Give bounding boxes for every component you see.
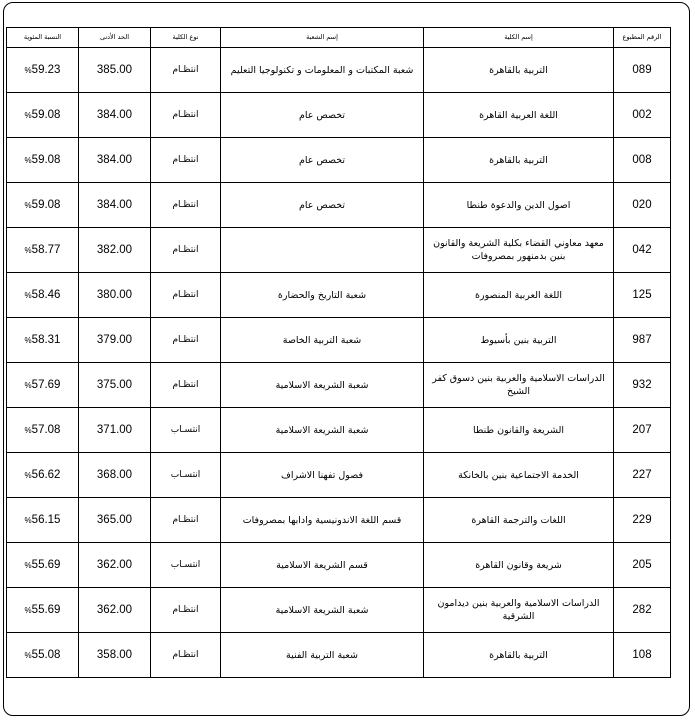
min-score-cell: 362.00 [79, 543, 151, 588]
percentage-value: 57.69 [31, 379, 61, 391]
branch-cell: قسم الشريعة الاسلامية [221, 543, 424, 588]
percentage-value: 58.46 [31, 289, 61, 301]
percentage-value: 57.08 [31, 424, 61, 436]
code-cell: 229 [614, 498, 671, 543]
min-score-cell: 375.00 [79, 363, 151, 408]
branch-cell: شعبة التاريخ والحضارة [221, 273, 424, 318]
percentage-cell [7, 318, 79, 363]
percent-sign: % [24, 516, 32, 525]
type-cell: انتسـاب [151, 543, 221, 588]
percentage-cell [7, 48, 79, 93]
min-score-cell: 380.00 [79, 273, 151, 318]
college-cell: اللغة العربية القاهرة [424, 93, 614, 138]
min-score-cell: 362.00 [79, 588, 151, 633]
min-score-cell: 379.00 [79, 318, 151, 363]
branch-cell: قسم اللغة الاندونيسية وادابها بمصروفات [221, 498, 424, 543]
percentage-value: 55.69 [31, 559, 61, 571]
code-cell: 108 [614, 633, 671, 678]
percentage-cell [7, 588, 79, 633]
header-pct: النسبة المئوية [7, 28, 79, 48]
branch-cell: شعبة الشريعة الاسلامية [221, 408, 424, 453]
code-cell: 205 [614, 543, 671, 588]
type-cell: انتظـام [151, 93, 221, 138]
code-cell: 207 [614, 408, 671, 453]
table-header-row [7, 28, 671, 48]
percent-sign: % [24, 606, 32, 615]
table-row [7, 273, 671, 318]
college-cell: اصول الدين والدعوة طنطا [424, 183, 614, 228]
percent-sign: % [24, 381, 32, 390]
percentage-cell [7, 453, 79, 498]
table-row [7, 138, 671, 183]
min-score-cell: 358.00 [79, 633, 151, 678]
branch-cell: شعبة التربية الفنية [221, 633, 424, 678]
min-score-cell: 382.00 [79, 228, 151, 273]
table-row [7, 183, 671, 228]
type-cell: انتظـام [151, 48, 221, 93]
header-branch: إسم الشعبة [221, 28, 424, 48]
percentage-cell [7, 633, 79, 678]
percentage-cell [7, 408, 79, 453]
percentage-value: 58.31 [31, 334, 61, 346]
type-cell: انتظـام [151, 498, 221, 543]
table-row [7, 588, 671, 633]
branch-cell: تخصص عام [221, 93, 424, 138]
college-cell: التربية بنين بأسيوط [424, 318, 614, 363]
college-cell: التربية بالقاهرة [424, 633, 614, 678]
branch-cell: شعبة الشريعة الاسلامية [221, 363, 424, 408]
college-cell: الدراسات الاسلامية والعربية بنين ديدامون الشرقية [424, 588, 614, 633]
percent-sign: % [24, 111, 32, 120]
code-cell: 002 [614, 93, 671, 138]
table-row [7, 498, 671, 543]
percentage-value: 59.08 [31, 109, 61, 121]
college-cell: شريعة وقانون القاهرة [424, 543, 614, 588]
branch-cell: فصول تفهنا الاشراف [221, 453, 424, 498]
type-cell: انتظـام [151, 138, 221, 183]
percent-sign: % [24, 336, 32, 345]
table-row [7, 543, 671, 588]
min-score-cell: 385.00 [79, 48, 151, 93]
percentage-value: 55.08 [31, 649, 61, 661]
type-cell: انتظـام [151, 183, 221, 228]
percentage-cell [7, 93, 79, 138]
college-cell: التربية بالقاهرة [424, 138, 614, 183]
header-min: الحد الأدنى [79, 28, 151, 48]
branch-cell: شعبة الشريعة الاسلامية [221, 588, 424, 633]
type-cell: انتظـام [151, 588, 221, 633]
code-cell: 008 [614, 138, 671, 183]
percent-sign: % [24, 291, 32, 300]
table-row [7, 93, 671, 138]
type-cell: انتظـام [151, 363, 221, 408]
min-score-cell: 371.00 [79, 408, 151, 453]
percent-sign: % [24, 561, 32, 570]
code-cell: 987 [614, 318, 671, 363]
percentage-value: 55.69 [31, 604, 61, 616]
percentage-cell [7, 273, 79, 318]
percent-sign: % [24, 156, 32, 165]
table-row [7, 633, 671, 678]
percentage-cell [7, 498, 79, 543]
college-cell: معهد معاوني القضاء بكلية الشريعة والقانون بنين بدمنهور بمصروفات [424, 228, 614, 273]
percent-sign: % [24, 246, 32, 255]
percentage-value: 56.62 [31, 469, 61, 481]
table-row [7, 363, 671, 408]
type-cell: انتظـام [151, 318, 221, 363]
percentage-cell [7, 183, 79, 228]
code-cell: 227 [614, 453, 671, 498]
table-row [7, 453, 671, 498]
percentage-cell [7, 228, 79, 273]
min-score-cell: 384.00 [79, 93, 151, 138]
college-cell: اللغات والترجمة القاهرة [424, 498, 614, 543]
table-body [7, 48, 671, 678]
header-college: إسم الكلية [424, 28, 614, 48]
code-cell: 282 [614, 588, 671, 633]
code-cell: 020 [614, 183, 671, 228]
percentage-value: 59.23 [31, 64, 61, 76]
min-score-cell: 365.00 [79, 498, 151, 543]
college-cell: الدراسات الاسلامية والعربية بنين دسوق كفر الشيخ [424, 363, 614, 408]
type-cell: انتسـاب [151, 453, 221, 498]
code-cell: 932 [614, 363, 671, 408]
percent-sign: % [24, 651, 32, 660]
results-table [6, 27, 671, 678]
college-cell: الخدمة الاجتماعية بنين بالخانكة [424, 453, 614, 498]
code-cell: 042 [614, 228, 671, 273]
percent-sign: % [24, 426, 32, 435]
type-cell: انتظـام [151, 273, 221, 318]
college-cell: التربية بالقاهرة [424, 48, 614, 93]
branch-cell: شعبة المكتبات و المعلومات و تكنولوجيا التعليم [221, 48, 424, 93]
table-row [7, 228, 671, 273]
type-cell: انتظـام [151, 228, 221, 273]
college-cell: اللغة العربية المنصورة [424, 273, 614, 318]
header-type: نوع الكلية [151, 28, 221, 48]
type-cell: انتظـام [151, 633, 221, 678]
percentage-cell [7, 363, 79, 408]
percent-sign: % [24, 471, 32, 480]
table-row [7, 318, 671, 363]
percent-sign: % [24, 66, 32, 75]
percent-sign: % [24, 201, 32, 210]
table-row [7, 408, 671, 453]
min-score-cell: 368.00 [79, 453, 151, 498]
percentage-cell [7, 138, 79, 183]
min-score-cell: 384.00 [79, 138, 151, 183]
branch-cell: شعبة التربية الخاصة [221, 318, 424, 363]
code-cell: 089 [614, 48, 671, 93]
percentage-value: 58.77 [31, 244, 61, 256]
table-row [7, 48, 671, 93]
branch-cell: تخصص عام [221, 183, 424, 228]
percentage-value: 59.08 [31, 199, 61, 211]
min-score-cell: 384.00 [79, 183, 151, 228]
branch-cell: تخصص عام [221, 138, 424, 183]
type-cell: انتسـاب [151, 408, 221, 453]
percentage-value: 56.15 [31, 514, 61, 526]
college-cell: الشريعة والقانون طنطا [424, 408, 614, 453]
code-cell: 125 [614, 273, 671, 318]
header-code: الرقم المطبوع [614, 28, 671, 48]
percentage-value: 59.08 [31, 154, 61, 166]
percentage-cell [7, 543, 79, 588]
branch-cell [221, 228, 424, 273]
